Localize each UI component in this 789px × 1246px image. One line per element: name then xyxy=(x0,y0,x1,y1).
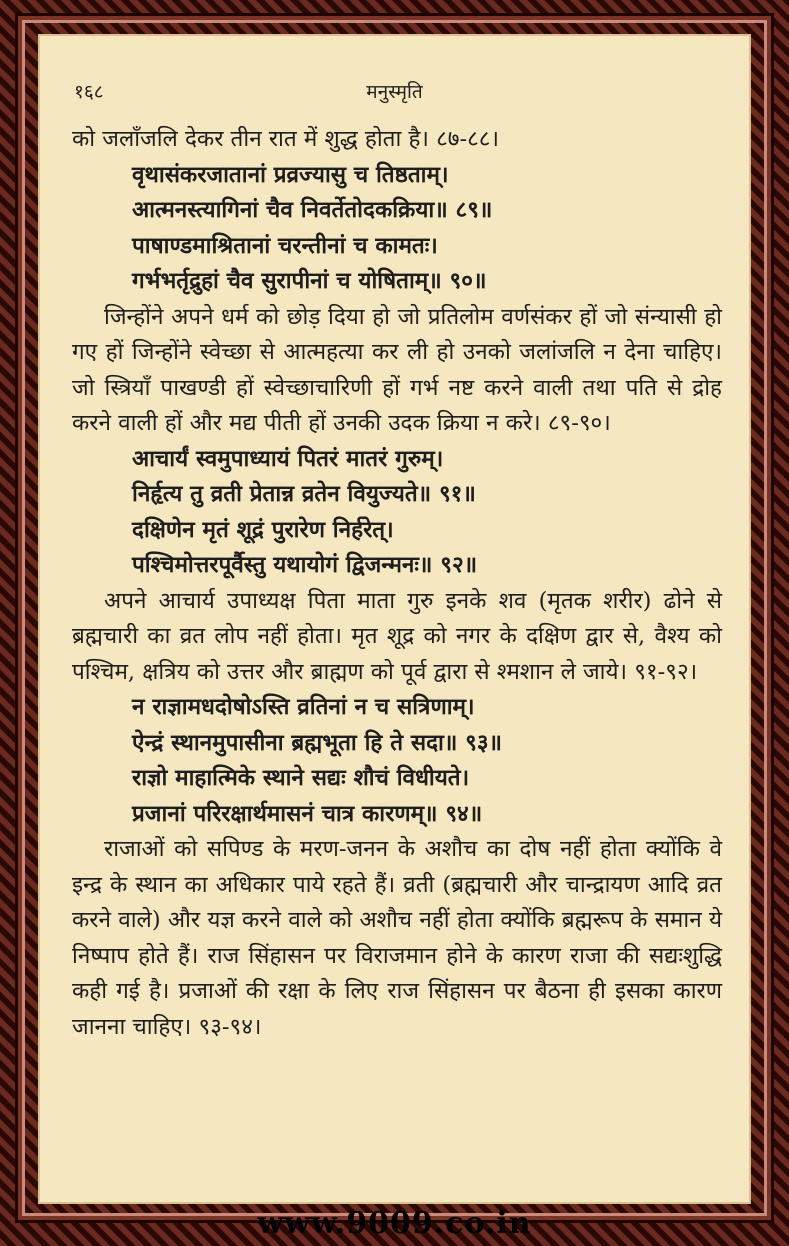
verse-line: आचार्यं स्वमुपाध्यायं पितरं मातरं गुरुम्। xyxy=(132,445,444,472)
verse-block-3 xyxy=(132,690,692,832)
paragraph-3: अपने आचार्य उपाध्यक्ष पिता माता गुरु इनके शव (मृतक शरीर) ढोने से ब्रह्मचारी का व्रत लोप नहीं होता। मृत शूद्र को नगर के दक्षिण द्वार से, वैश्य को पश्चिम, क्षत्रिय को उत्तर और ब्राह्मण को पूर्व द्वारा से श्मशान ले जाये। ९१-९२। xyxy=(72,587,722,685)
verse-line: पाषाण्डमाश्रितानां चरन्तीनां च कामतः। xyxy=(132,232,438,259)
paragraph-1: को जलाँजलि देकर तीन रात में शुद्ध होता है। ८७-८८। xyxy=(72,126,500,152)
verse-line: निर्हृत्य तु व्रती प्रेतान्न व्रतेन वियुज्यते॥ ९१॥ xyxy=(132,481,476,507)
verse-line: राज्ञो माहात्मिके स्थाने सद्यः शौचं विधीयते। xyxy=(132,765,470,791)
verse-line: पश्चिमोत्तरपूर्वैस्तु यथायोगं द्विजन्मनः॥ ९२॥ xyxy=(132,552,478,578)
verse-block-2 xyxy=(132,442,692,584)
book-title: मनुस्मृति xyxy=(366,81,423,103)
verse-line: न राज्ञामधदोषोऽस्ति व्रतिनां न च सत्रिणाम्। xyxy=(132,694,475,720)
verse-line: ऐन्द्रं स्थानमुपासीना ब्रह्मभूता हि ते सदा॥ ९३॥ xyxy=(132,729,503,756)
paragraph-2: जिन्होंने अपने धर्म को छोड़ दिया हो जो प्रतिलोम वर्णसंकर हों जो संन्यासी हो गए हों जिन्होंने स्वेच्छा से आत्महत्या कर ली हो उनको जलांजलि न देना चाहिए। जो स्त्रियाँ पाखण्डी हों स्वेच्छाचारिणी हों गर्भ नष्ट करने वाली तथा पति से द्रोह करने वाली हों और मद्य पीती हों उनकी उदक क्रिया न करे। ८९-९०। xyxy=(72,303,722,436)
page-number: १६८ xyxy=(74,81,104,103)
paragraph-4: राजाओं को सपिण्ड के मरण-जनन के अशौच का दोष नहीं होता क्योंकि वे इन्द्र के स्थान का अधिकार पाये रहते हैं। व्रती (ब्रह्मचारी और चान्द्रायण आदि व्रत करने वाले) और यज्ञ करने वाले को अशौच नहीं होता क्योंकि ब्रह्मरूप के समान ये निष्पाप होते हैं। राज सिंहासन पर विराजमान होने के कारण राजा की सद्यःशुद्धि कही गई है। प्रजाओं की रक्षा के लिए राज सिंहासन पर बैठना ही इसका कारण जानना चाहिए। ९३-९४। xyxy=(72,836,722,1040)
verse-line: गर्भभर्तृद्रुहां चैव सुरापीनां च योषिताम्॥ ९०॥ xyxy=(132,268,487,294)
verse-block-1 xyxy=(132,158,692,300)
verse-line: दक्षिणेन मृतं शूद्रं पुरारेण निर्हरेत्। xyxy=(132,516,394,543)
book-page xyxy=(38,34,751,1204)
verse-line: वृथासंकरजातानां प्रव्रज्यासु च तिष्ठताम्। xyxy=(132,161,449,188)
verse-line: प्रजानां परिरक्षार्थमासनं चात्र कारणम्॥ ९४॥ xyxy=(132,800,483,827)
page-body xyxy=(72,122,722,1045)
website-footer: www.9009.co.in xyxy=(257,1206,532,1241)
verse-line: आत्मनस्त्यागिनां चैव निवर्तेतोदकक्रिया॥ ८९॥ xyxy=(132,197,493,223)
